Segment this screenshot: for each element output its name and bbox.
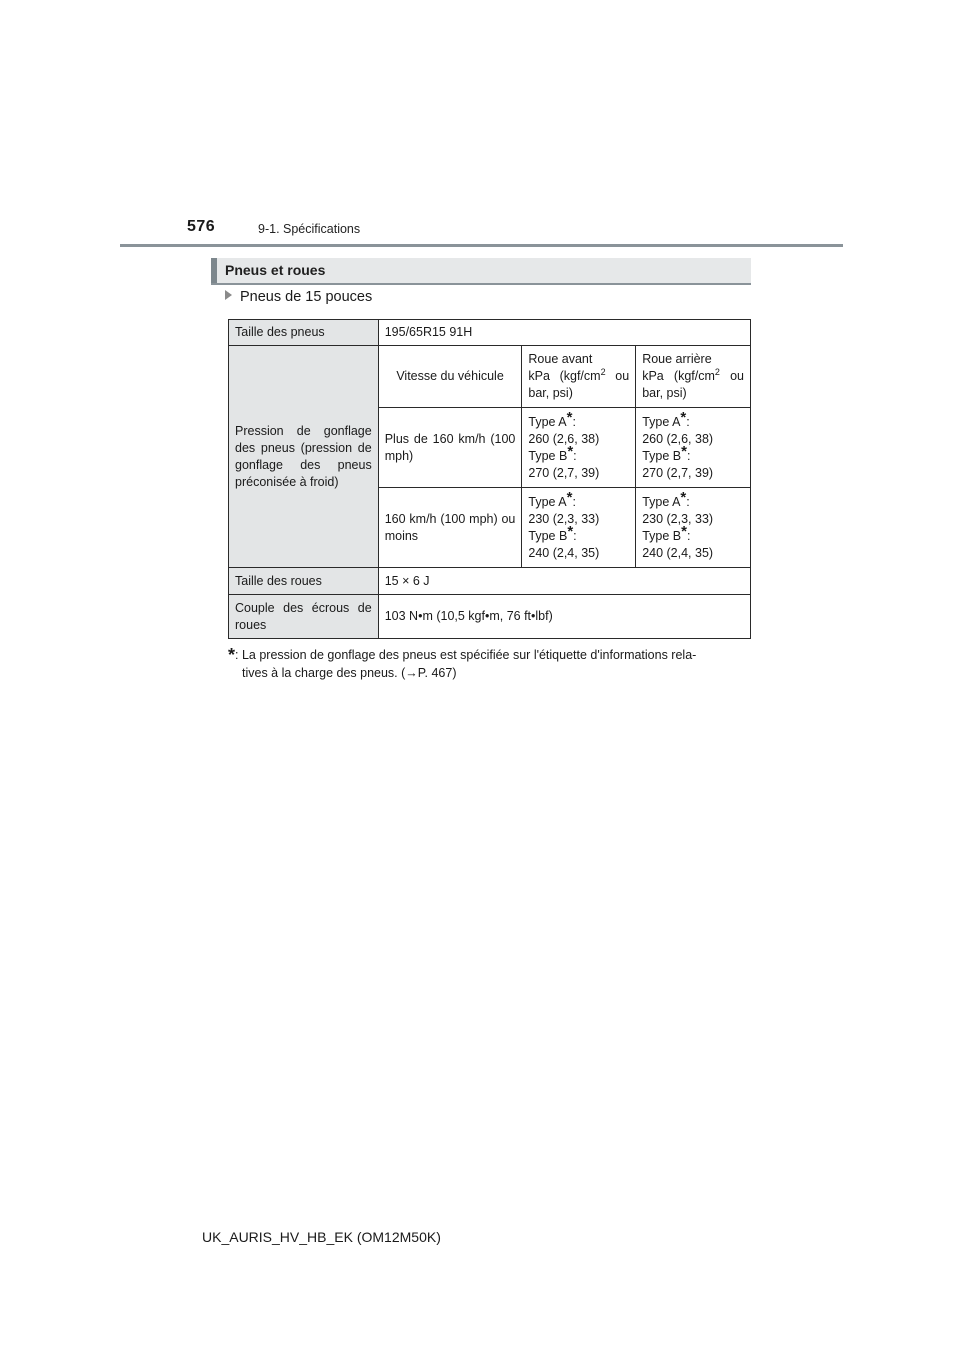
- subheading-text: Pneus de 15 pouces: [240, 289, 373, 305]
- section-title: Pneus et roues: [225, 262, 326, 278]
- colon: :: [573, 448, 577, 463]
- front-header-line-3: bar, psi): [528, 386, 573, 400]
- front-low-type-b-value: 240 (2,4, 35): [528, 545, 600, 560]
- footnote-star: *: [567, 442, 574, 460]
- footnote-star: *: [681, 522, 687, 540]
- triangle-bullet-icon: [225, 290, 232, 300]
- tire-spec-table: [228, 319, 751, 639]
- rear-low-type-a-value: 230 (2,3, 33): [642, 511, 714, 526]
- type-b-label: Type B: [528, 528, 568, 543]
- type-b-label: Type B: [642, 528, 682, 543]
- superscript: 2: [600, 366, 606, 377]
- rear-header-line-1: Roue arrière: [642, 352, 712, 366]
- type-b-label: Type B: [642, 448, 682, 463]
- footnote-star: *: [680, 408, 687, 426]
- colon: :: [686, 448, 691, 463]
- tire-size-label: Taille des pneus: [229, 320, 379, 346]
- table-row-nut-torque: [229, 595, 751, 639]
- page-number: 576: [187, 218, 216, 235]
- rear-pressure-high: [636, 408, 751, 488]
- tire-size-value: 195/65R15 91H: [378, 320, 750, 346]
- footnote-text-1: : La pression de gonflage des pneus est spécifiée sur l'étiquette d'informations rela-: [235, 648, 697, 662]
- footnote-star: *: [681, 442, 687, 460]
- document-code: UK_AURIS_HV_HB_EK (OM12M50K): [202, 1229, 441, 1245]
- footnote-line-1: [228, 646, 748, 664]
- front-header-or: ou: [605, 369, 630, 383]
- rear-high-type-b-value: 270 (2,7, 39): [642, 465, 714, 480]
- type-a-label: Type A: [528, 414, 567, 429]
- colon: :: [686, 494, 690, 509]
- footnote-star: *: [566, 408, 573, 426]
- footnote-star: *: [566, 488, 573, 506]
- footnote: [228, 646, 748, 682]
- wheel-size-value: 15 × 6 J: [378, 568, 750, 595]
- table-row-wheel-size: [229, 568, 751, 595]
- colon: :: [572, 494, 576, 509]
- type-a-label: Type A: [642, 494, 681, 509]
- rear-low-type-b-value: 240 (2,4, 35): [642, 545, 714, 560]
- nut-torque-value: 103 N•m (10,5 kgf•m, 76 ft•lbf): [378, 595, 750, 639]
- front-high-type-a-value: 260 (2,6, 38): [528, 431, 600, 446]
- colon: :: [686, 528, 691, 543]
- rear-pressure-low: [636, 488, 751, 568]
- colon: :: [573, 528, 577, 543]
- header-divider: [120, 244, 843, 247]
- front-high-type-b-value: 270 (2,7, 39): [528, 465, 600, 480]
- front-header-unit: kPa (kgf/cm: [528, 369, 601, 383]
- rear-header-line-2: [642, 368, 744, 385]
- footnote-star: *: [567, 522, 574, 540]
- nut-torque-label: Couple des écrous de roues: [229, 595, 379, 639]
- section-accent: [211, 258, 217, 283]
- speed-header: Vitesse du véhicule: [378, 346, 522, 408]
- table-row-pressure-header: [229, 346, 751, 408]
- rear-header-unit: kPa (kgf/cm: [642, 369, 715, 383]
- section-title-bar: [211, 258, 751, 285]
- speed-high: Plus de 160 km/h (100 mph): [378, 408, 522, 488]
- rear-header-line-3: bar, psi): [642, 386, 687, 400]
- rear-high-type-a-value: 260 (2,6, 38): [642, 431, 714, 446]
- footnote-star: *: [228, 645, 236, 665]
- rear-wheel-header: [636, 346, 751, 408]
- front-low-type-a-value: 230 (2,3, 33): [528, 511, 600, 526]
- type-a-label: Type A: [642, 414, 681, 429]
- superscript: 2: [714, 366, 720, 377]
- pressure-label: Pression de gonflage des pneus (pression de gonflage des pneus préconisée à froid): [229, 346, 379, 568]
- footnote-star: *: [680, 488, 687, 506]
- front-pressure-high: [522, 408, 636, 488]
- colon: :: [686, 414, 690, 429]
- subheading: [225, 289, 372, 305]
- type-a-label: Type A: [528, 494, 567, 509]
- rear-header-or: ou: [719, 369, 744, 383]
- front-pressure-low: [522, 488, 636, 568]
- colon: :: [572, 414, 576, 429]
- footnote-line-2: tives à la charge des pneus. (→P. 467): [242, 666, 457, 680]
- type-b-label: Type B: [528, 448, 568, 463]
- wheel-size-label: Taille des roues: [229, 568, 379, 595]
- front-wheel-header: [522, 346, 636, 408]
- front-header-line-2: [528, 368, 629, 385]
- speed-low: 160 km/h (100 mph) ou moins: [378, 488, 522, 568]
- front-header-line-1: Roue avant: [528, 352, 593, 366]
- section-reference: 9-1. Spécifications: [258, 222, 361, 236]
- table-row-tire-size: [229, 320, 751, 346]
